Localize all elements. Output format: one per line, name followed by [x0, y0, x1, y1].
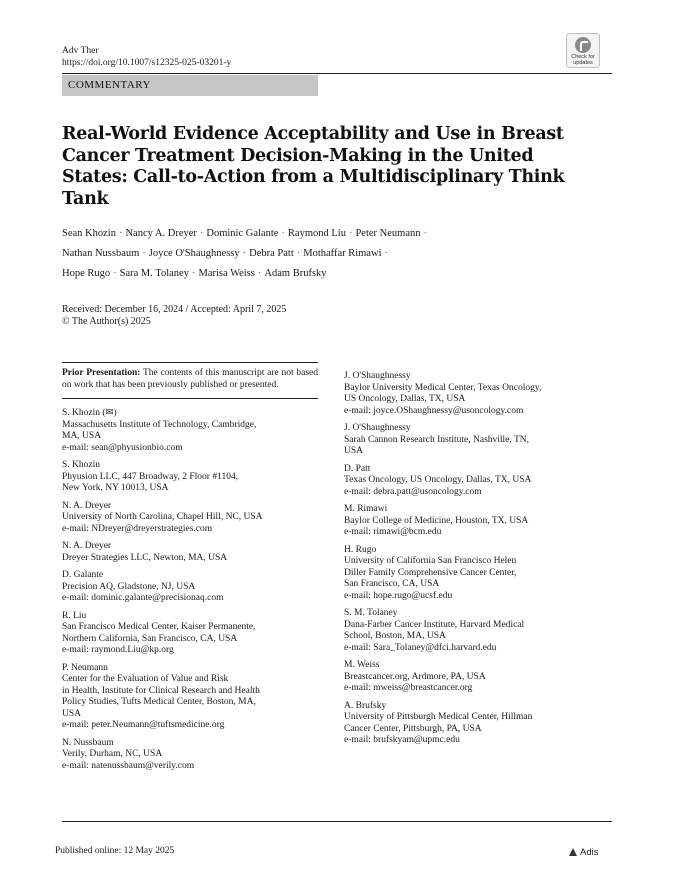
affiliation-block	[62, 738, 318, 773]
header-rule	[62, 73, 612, 74]
check-for-updates-badge[interactable]	[566, 33, 600, 68]
affiliation-email[interactable]: e-mail: sean@phyusionbio.com	[62, 442, 183, 453]
affiliation-author: R. Liu	[62, 610, 87, 621]
affiliation-email[interactable]: e-mail: natenussbaum@verily.com	[62, 760, 195, 771]
affiliation-email[interactable]: e-mail: mweiss@breastcancer.org	[344, 683, 473, 693]
affiliation-author: S. Khozin (✉)	[62, 408, 117, 418]
affiliation-author: M. Weiss	[344, 660, 380, 670]
author-name[interactable]: Peter Neumann	[355, 228, 421, 239]
refresh-icon	[575, 37, 591, 53]
author-name[interactable]: Mothaffar Rimawi	[303, 248, 382, 259]
author-name[interactable]: Marisa Weiss	[198, 268, 255, 279]
article-title: Real-World Evidence Acceptability and Use in Breast Cancer Treatment Decision-Making in the United States: Call-to-Action from a Multidisciplinary Think Tank	[62, 124, 565, 209]
affiliation-author: P. Neumann	[62, 662, 108, 673]
affiliation-email[interactable]: e-mail: NDreyer@dreyerstrategies.com	[62, 523, 213, 534]
author-line	[62, 224, 482, 244]
author-name[interactable]: Nathan Nussbaum	[62, 248, 140, 259]
affiliation-address-line: Baylor College of Medicine, Houston, TX, USA	[344, 515, 529, 526]
affiliation-address-line: Dreyer Strategies LLC, Newton, MA, USA	[62, 552, 228, 563]
affiliation-address-line: USA	[62, 708, 82, 719]
author-name[interactable]: Nancy A. Dreyer	[125, 228, 197, 239]
affiliation-block	[344, 464, 612, 499]
affiliation-email[interactable]: e-mail: debra.patt@usoncology.com	[344, 486, 482, 497]
author-name[interactable]: Dominic Galante	[206, 228, 279, 239]
journal-name: Adv Ther	[62, 46, 99, 56]
affiliation-email[interactable]: e-mail: joyce.OShaughnessy@usoncology.com	[344, 405, 524, 416]
affiliation-address-line: Phyusion LLC, 447 Broadway, 2 Floor #1104,	[62, 471, 239, 482]
affiliation-address-line: MA, USA	[62, 431, 102, 441]
affiliation-address-line: Diller Family Comprehensive Cancer Center,	[344, 567, 517, 578]
affiliation-block	[344, 660, 612, 695]
affiliation-email[interactable]: e-mail: rimawi@bcm.edu	[344, 527, 442, 537]
badge-line-1: Check for	[571, 54, 595, 60]
affiliation-email[interactable]: e-mail: hope.rugo@ucsf.edu	[344, 590, 453, 601]
affiliation-author: J. O'Shaughnessy	[344, 371, 411, 381]
affiliation-author: J. O'Shaughnessy	[344, 423, 411, 433]
right-column	[344, 371, 612, 753]
affiliations-right	[344, 371, 612, 747]
left-column	[62, 362, 318, 778]
affiliation-email[interactable]: e-mail: brufskyam@upmc.edu	[344, 735, 460, 745]
author-name[interactable]: Raymond Liu	[287, 228, 346, 239]
author-name[interactable]: Sara M. Tolaney	[119, 268, 189, 279]
publisher-logo	[569, 847, 598, 858]
affiliation-block	[344, 504, 612, 539]
author-separator: ·	[142, 248, 146, 259]
author-name[interactable]: Adam Brufsky	[264, 268, 327, 279]
badge-line-2: updates	[573, 60, 593, 66]
affiliation-author: N. A. Dreyer	[62, 500, 112, 511]
affiliation-author: A. Brufsky	[344, 700, 387, 711]
affiliation-block	[344, 371, 612, 417]
author-name[interactable]: Sean Khozin	[62, 228, 116, 239]
affiliation-address-line: Massachusetts Institute of Technology, Cambridge,	[62, 419, 257, 430]
author-separator: ·	[199, 228, 204, 239]
affiliation-address-line: School, Boston, MA, USA	[344, 631, 446, 641]
affiliation-email[interactable]: e-mail: Sara_Tolaney@dfci.harvard.edu	[344, 642, 497, 653]
author-separator: ·	[118, 228, 123, 239]
author-line	[62, 264, 482, 284]
affiliation-address-line: Policy Studies, Tufts Medical Center, Boston, MA,	[62, 697, 256, 707]
author-separator: ·	[423, 228, 427, 239]
author-list	[62, 224, 482, 284]
author-name[interactable]: Hope Rugo	[62, 268, 111, 279]
published-online-date: Published online: 12 May 2025	[55, 846, 175, 856]
affiliation-address-line: Verily, Durham, NC, USA	[62, 749, 163, 759]
doi-link[interactable]: https://doi.org/10.1007/s12325-025-03201-y	[62, 58, 232, 68]
adis-logo-icon	[569, 848, 577, 856]
affiliation-address-line: Cancer Center, Pittsburgh, PA, USA	[344, 723, 482, 734]
affiliation-address-line: San Francisco Medical Center, Kaiser Permanente,	[62, 622, 256, 632]
affiliation-address-line: Breastcancer.org, Ardmore, PA, USA	[344, 671, 486, 682]
affiliation-block	[62, 408, 318, 454]
badge-label	[567, 54, 599, 66]
author-separator: ·	[242, 248, 247, 259]
affiliation-block	[62, 460, 318, 495]
affiliation-block	[344, 423, 612, 458]
affiliation-block	[62, 570, 318, 605]
affiliation-author: S. Khozin	[62, 460, 100, 470]
author-separator: ·	[113, 268, 117, 279]
affiliation-author: N. Nussbaum	[62, 737, 114, 748]
prior-presentation-text: The contents of this manuscript are not based on work that has been previously published or presented.	[62, 368, 318, 390]
affiliation-address-line: Center for the Evaluation of Value and Risk	[62, 674, 229, 684]
author-name[interactable]: Debra Patt	[249, 248, 294, 259]
affiliation-author: S. M. Tolaney	[344, 608, 398, 618]
author-line	[62, 244, 482, 264]
affiliation-block	[62, 541, 318, 564]
affiliation-author: M. Rimawi	[344, 504, 388, 514]
affiliation-address-line: San Francisco, CA, USA	[344, 579, 440, 589]
affiliation-address-line: Precision AQ, Gladstone, NJ, USA	[62, 581, 196, 592]
received-accepted-dates: Received: December 16, 2024 / Accepted: April 7, 2025	[62, 304, 287, 315]
category-bar	[62, 75, 318, 96]
affiliation-author: D. Patt	[344, 463, 371, 474]
affiliation-address-line: USA	[344, 446, 364, 456]
author-separator: ·	[191, 268, 196, 279]
prior-presentation	[62, 363, 318, 398]
author-separator: ·	[281, 228, 285, 239]
affiliation-author: D. Galante	[62, 570, 104, 580]
publisher-name: Adis	[580, 847, 599, 858]
affiliation-address-line: US Oncology, Dallas, TX, USA	[344, 394, 466, 404]
affiliation-address-line: University of Pittsburgh Medical Center, Hillman	[344, 712, 533, 722]
affiliation-address-line: New York, NY 10013, USA	[62, 483, 169, 493]
column-rule	[62, 398, 318, 399]
affiliation-author: H. Rugo	[344, 544, 377, 555]
author-separator: ·	[296, 248, 301, 259]
affiliation-author: N. A. Dreyer	[62, 541, 112, 551]
affiliation-block	[344, 545, 612, 603]
affiliation-address-line: Texas Oncology, US Oncology, Dallas, TX, USA	[344, 475, 532, 485]
affiliation-block	[62, 611, 318, 657]
affiliation-address-line: in Health, Institute for Clinical Research and Health	[62, 685, 260, 696]
copyright-notice: © The Author(s) 2025	[62, 316, 151, 327]
affiliation-address-line: University of North Carolina, Chapel Hill, NC, USA	[62, 512, 263, 522]
affiliation-email[interactable]: e-mail: raymond.Liu@kp.org	[62, 645, 174, 655]
affiliation-address-line: Baylor University Medical Center, Texas Oncology,	[344, 382, 542, 393]
author-name[interactable]: Joyce O'Shaughnessy	[148, 248, 240, 259]
footer-rule	[62, 821, 612, 822]
article-category: COMMENTARY	[68, 79, 151, 91]
prior-presentation-label: Prior Presentation:	[62, 368, 141, 378]
affiliation-address-line: Sarah Cannon Research Institute, Nashville, TN,	[344, 434, 530, 445]
affiliation-email[interactable]: e-mail: dominic.galante@precisionaq.com	[62, 593, 224, 603]
affiliation-address-line: Northern California, San Francisco, CA, USA	[62, 633, 238, 644]
affiliation-block	[62, 501, 318, 536]
author-separator: ·	[257, 268, 262, 279]
affiliation-block	[344, 701, 612, 747]
affiliation-block	[344, 608, 612, 654]
author-separator: ·	[384, 248, 388, 259]
affiliations-left	[62, 408, 318, 772]
affiliation-block	[62, 663, 318, 732]
affiliation-address-line: University of California San Francisco Helen	[344, 556, 517, 566]
affiliation-address-line: Dana-Farber Cancer Institute, Harvard Medical	[344, 619, 525, 630]
author-separator: ·	[348, 228, 353, 239]
affiliation-email[interactable]: e-mail: peter.Neumann@tuftsmedicine.org	[62, 720, 225, 730]
